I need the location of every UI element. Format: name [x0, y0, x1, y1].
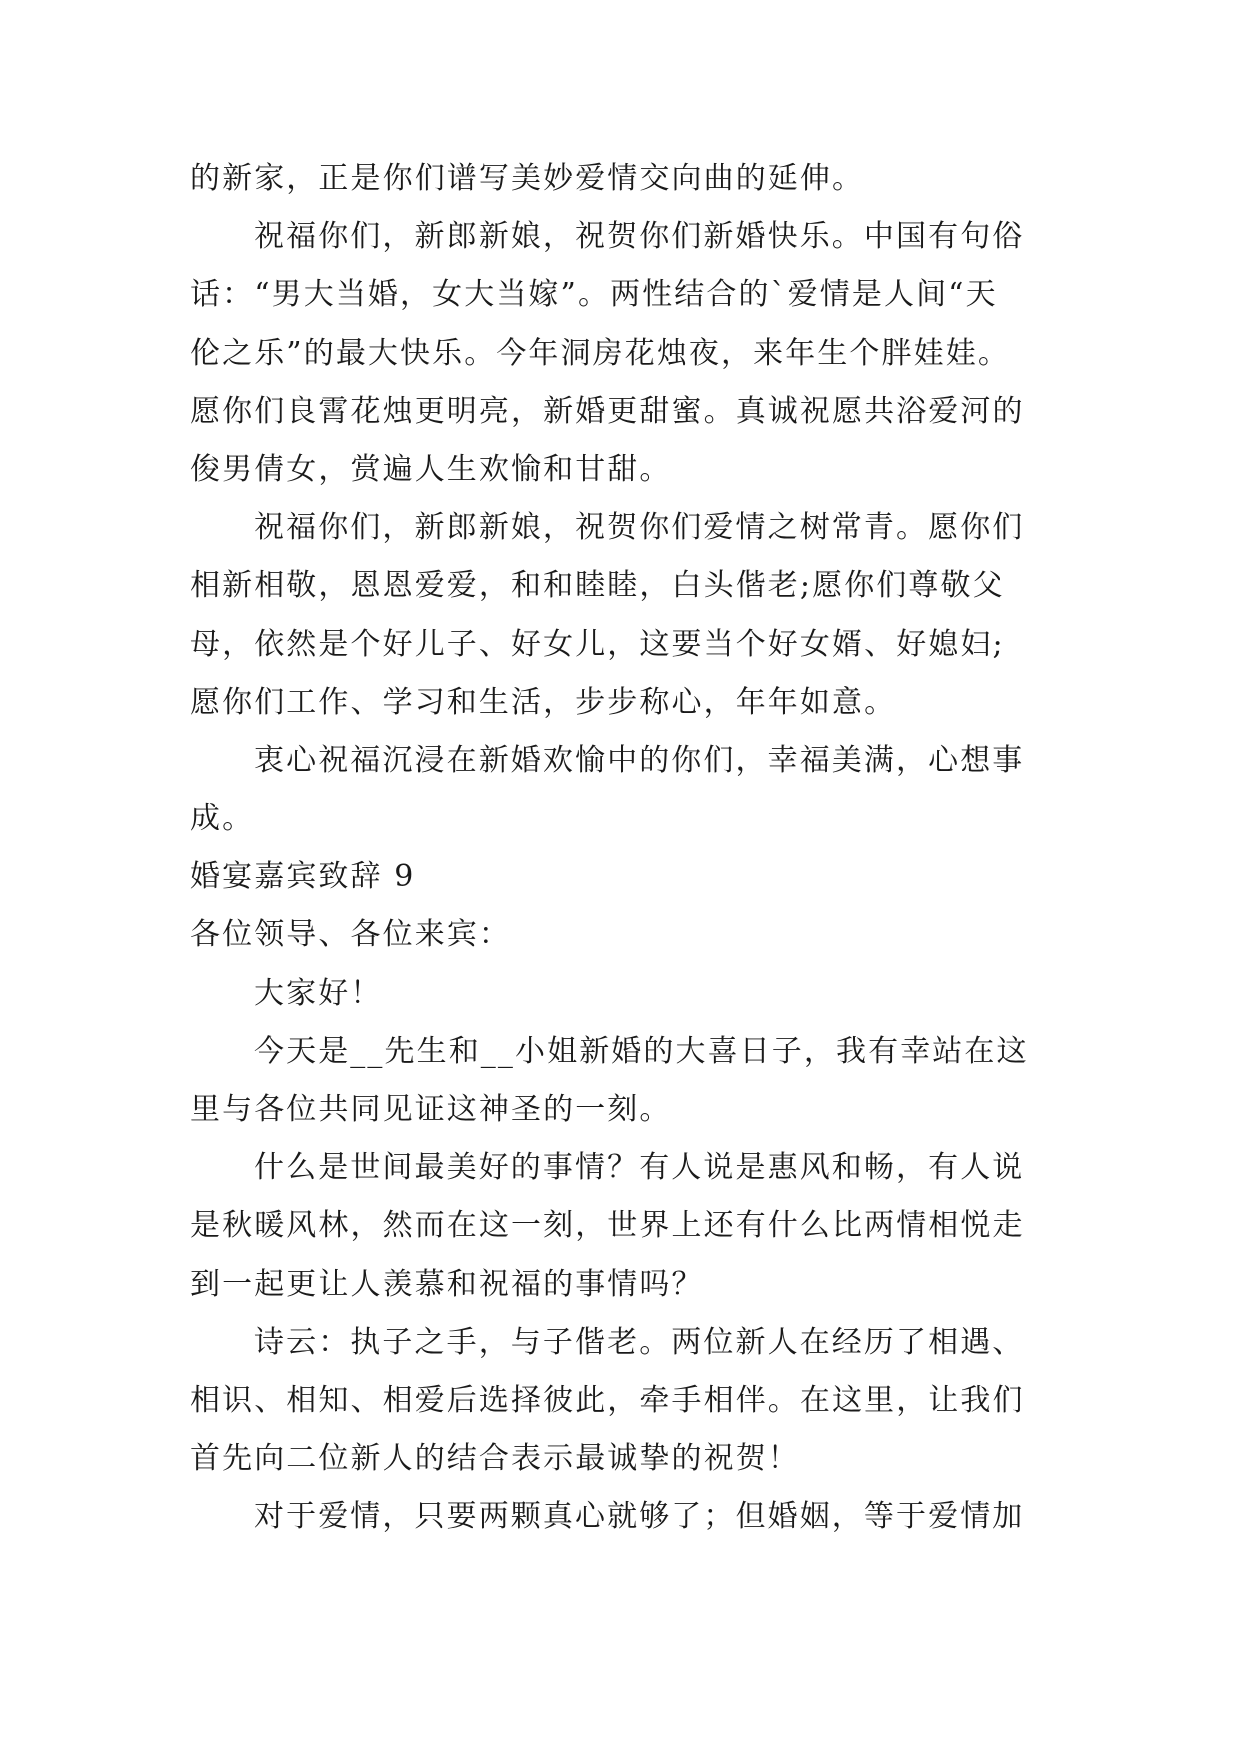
salutation: 各位领导、各位来宾：: [190, 917, 511, 953]
text-line: 成。: [190, 801, 255, 837]
paragraph-first-line: 祝福你们，新郎新娘，祝贺你们新婚快乐。中国有句俗: [254, 219, 1025, 255]
paragraph-first-line: 祝福你们，新郎新娘，祝贺你们爱情之树常青。愿你们: [254, 510, 1025, 546]
text-line: 首先向二位新人的结合表示最诚挚的祝贺！: [190, 1441, 800, 1477]
text-line: 的新家，正是你们谱写美妙爱情交向曲的延伸。: [190, 161, 865, 196]
text-line: 伦之乐”的最大快乐。今年洞房花烛夜，来年生个胖娃娃。: [190, 335, 1010, 371]
text-line: 相新相敬，恩恩爱爱，和和睦睦，白头偕老;愿你们尊敬父: [190, 568, 1005, 604]
text-line: 到一起更让人羡慕和祝福的事情吗？: [190, 1266, 704, 1302]
paragraph-first-line: 对于爱情，只要两颗真心就够了；但婚姻，等于爱情加: [254, 1499, 1025, 1535]
text-line: 是秋暖风林，然而在这一刻，世界上还有什么比两情相悦走: [190, 1208, 1025, 1244]
paragraph-first-line: 什么是世间最美好的事情？有人说是惠风和畅，有人说: [254, 1150, 1025, 1186]
document-body: [190, 150, 1070, 1547]
text-line: 母，依然是个好儿子、好女儿，这要当个好女婿、好媳妇;: [190, 626, 1005, 662]
text-line: 俊男倩女，赏遍人生欢愉和甘甜。: [190, 451, 672, 487]
paragraph-first-line: 今天是__先生和__小姐新婚的大喜日子，我有幸站在这: [254, 1033, 1029, 1069]
text-line: 愿你们良霄花烛更明亮，新婚更甜蜜。真诚祝愿共浴爱河的: [190, 393, 1025, 429]
section-heading: 婚宴嘉宾致辞 9: [190, 859, 416, 895]
text-line: 话：“男大当婚，女大当嫁”。两性结合的`爱情是人间“天: [190, 277, 998, 313]
text-line: 里与各位共同见证这神圣的一刻。: [190, 1092, 672, 1127]
text-line: 相识、相知、相爱后选择彼此，牵手相伴。在这里，让我们: [190, 1382, 1025, 1418]
text-line: 愿你们工作、学习和生活，步步称心，年年如意。: [190, 684, 897, 720]
paragraph-first-line: 衷心祝福沉浸在新婚欢愉中的你们，幸福美满，心想事: [254, 742, 1025, 778]
paragraph-first-line: 诗云：执子之手，与子偕老。两位新人在经历了相遇、: [254, 1324, 1025, 1360]
greeting: 大家好！: [254, 975, 383, 1011]
